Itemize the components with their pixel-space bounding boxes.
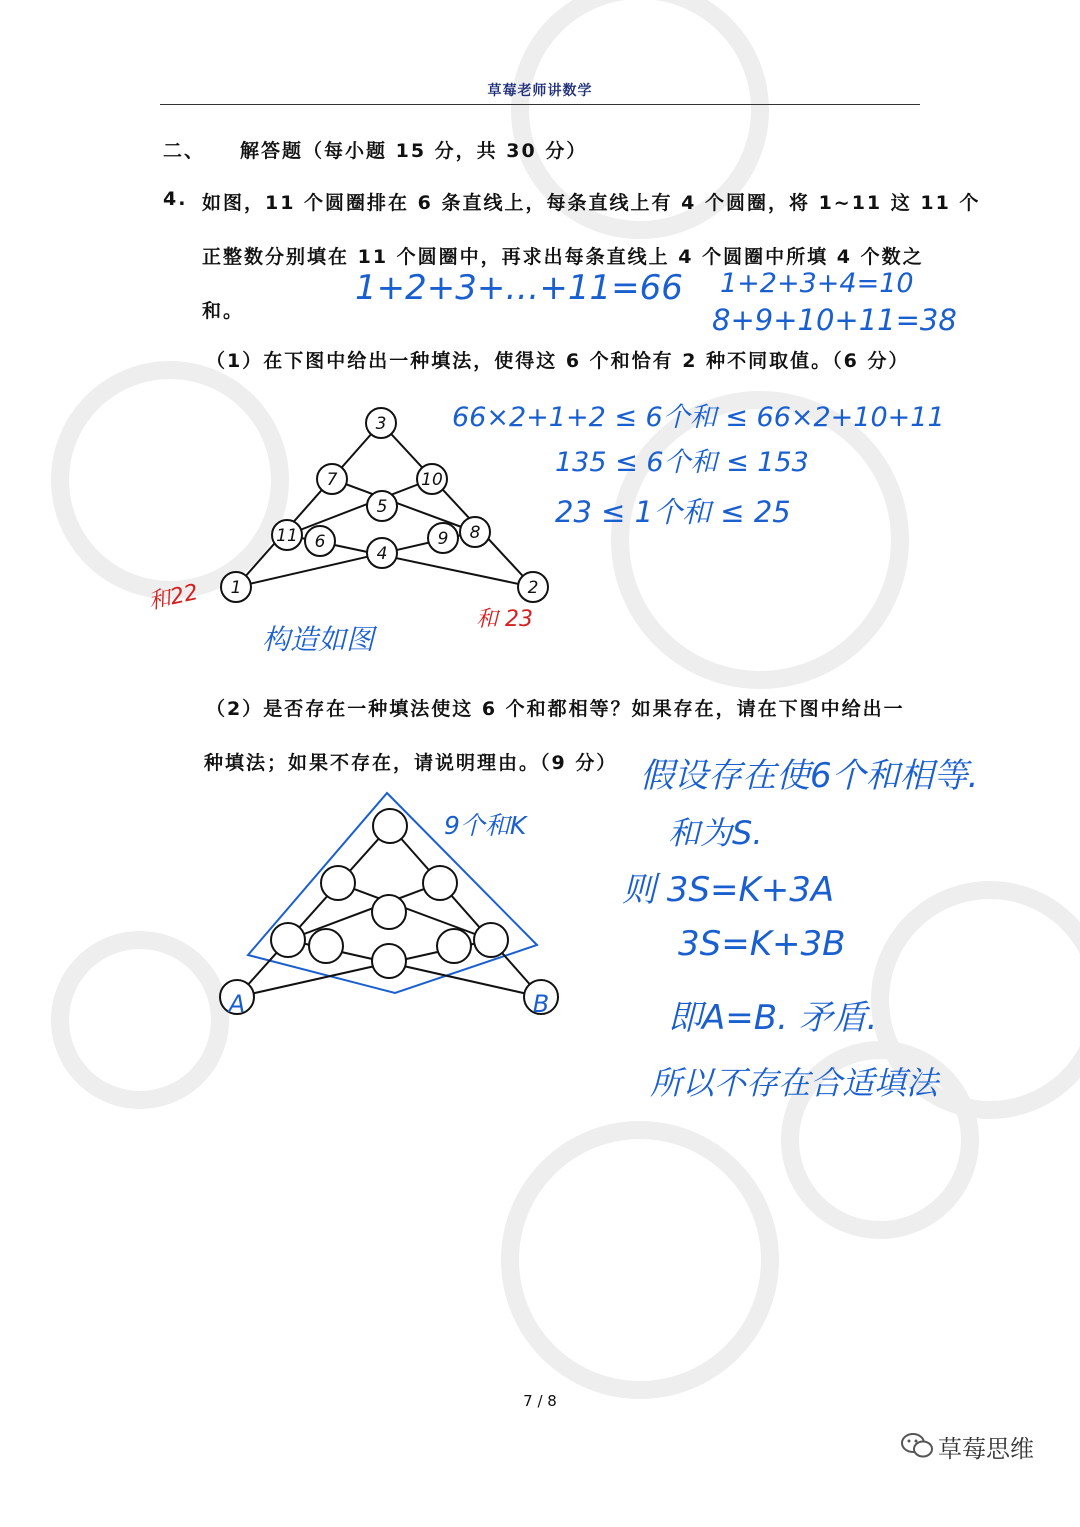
question-line-1: 如图，11 个圆圈排在 6 条直线上，每条直线上有 4 个圆圈，将 1~11 这 11 个 bbox=[202, 192, 981, 214]
node-label-a: A bbox=[228, 990, 246, 1018]
proof-line-3: 则 3S=K+3A bbox=[622, 870, 835, 910]
wechat-icon bbox=[900, 1431, 934, 1461]
node-label: 6 bbox=[314, 532, 326, 552]
node-label: 9 bbox=[437, 529, 449, 549]
left-sum-annotation: 和22 bbox=[146, 580, 201, 615]
handwritten-inequality-3: 23 ≤ 1个和 ≤ 25 bbox=[555, 495, 791, 529]
node-circle bbox=[372, 944, 406, 978]
node-label: 1 bbox=[230, 578, 242, 598]
construction-caption: 构造如图 bbox=[262, 623, 375, 656]
node-circle bbox=[474, 923, 508, 957]
question-line-2: 正整数分别填在 11 个圆圈中，再求出每条直线上 4 个圆圈中所填 4 个数之 bbox=[202, 246, 924, 268]
node-label: 8 bbox=[469, 523, 481, 543]
node-label: 3 bbox=[375, 414, 387, 434]
handwritten-min-sum: 1+2+3+4=10 bbox=[720, 268, 914, 299]
node-label: 2 bbox=[527, 578, 539, 598]
node-label: 4 bbox=[376, 544, 388, 564]
proof-line-4: 3S=K+3B bbox=[678, 924, 846, 964]
question-number: 4. bbox=[163, 188, 188, 210]
section-title: 解答题（每小题 15 分，共 30 分） bbox=[240, 140, 588, 162]
proof-line-6: 所以不存在合适填法 bbox=[650, 1064, 939, 1102]
page-number: 7 / 8 bbox=[523, 1392, 557, 1410]
node-circle bbox=[423, 866, 457, 900]
node-label: 5 bbox=[376, 497, 388, 517]
node-label: 10 bbox=[421, 470, 443, 490]
part1-prompt: （1）在下图中给出一种填法，使得这 6 个和恰有 2 种不同取值。（6 分） bbox=[206, 350, 910, 372]
right-sum-annotation: 和 23 bbox=[476, 607, 533, 632]
node-circle bbox=[372, 895, 406, 929]
node-circle bbox=[437, 929, 471, 963]
header-divider bbox=[160, 104, 920, 105]
handwritten-max-sum: 8+9+10+11=38 bbox=[712, 303, 957, 337]
node-circle bbox=[309, 929, 343, 963]
part2-prompt-line-2: 种填法；如果不存在，请说明理由。（9 分） bbox=[204, 752, 618, 774]
node-label: 11 bbox=[276, 526, 298, 546]
node-circle bbox=[373, 809, 407, 843]
question-line-3: 和。 bbox=[202, 300, 245, 322]
node-label-b: B bbox=[532, 990, 550, 1018]
brand-label: 草莓思维 bbox=[938, 1435, 1034, 1463]
handwritten-total-sum: 1+2+3+…+11=66 bbox=[355, 268, 683, 308]
wechat-brand bbox=[900, 1425, 1060, 1465]
proof-line-2: 和为S. bbox=[668, 814, 763, 852]
section-number: 二、 bbox=[163, 140, 206, 162]
part2-prompt-line-1: （2）是否存在一种填法使这 6 个和都相等？如果存在，请在下图中给出一 bbox=[206, 698, 905, 720]
node-circle bbox=[271, 923, 305, 957]
node-circle bbox=[321, 866, 355, 900]
proof-line-1: 假设存在使6个和相等. bbox=[640, 756, 979, 796]
diamond-label: 9个和K bbox=[444, 811, 527, 840]
proof-line-5: 即A=B. 矛盾. bbox=[668, 998, 878, 1038]
node-label: 7 bbox=[326, 470, 338, 490]
header-title: 草莓老师讲数学 bbox=[487, 83, 593, 99]
handwritten-inequality-1: 66×2+1+2 ≤ 6个和 ≤ 66×2+10+11 bbox=[452, 402, 945, 433]
handwritten-inequality-2: 135 ≤ 6个和 ≤ 153 bbox=[555, 447, 809, 478]
